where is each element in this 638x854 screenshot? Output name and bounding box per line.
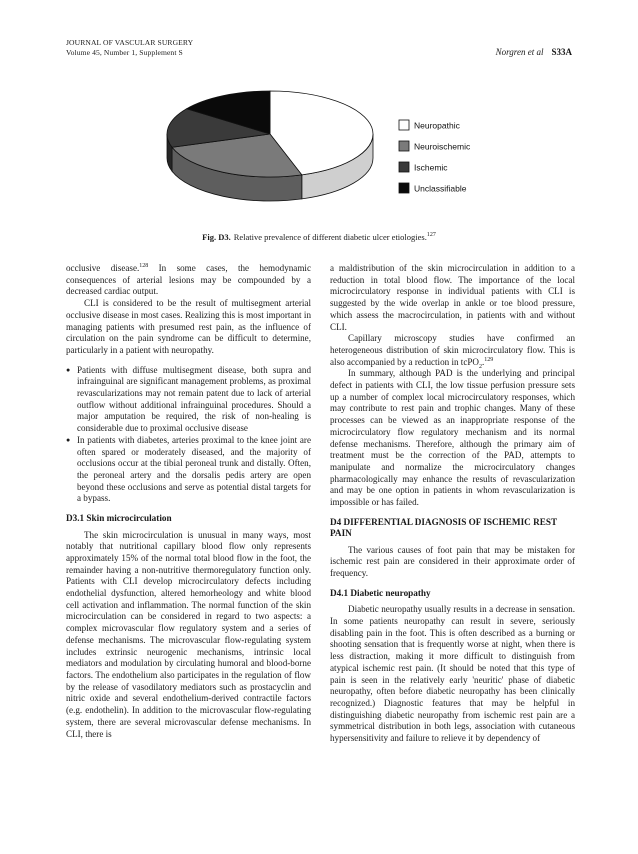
figure-label: Fig. D3. [202, 232, 231, 242]
volume-info: Volume 45, Number 1, Supplement S [66, 48, 183, 57]
authors: Norgren et al [495, 47, 544, 57]
running-header-page [496, 47, 572, 58]
chart-legend [399, 120, 471, 194]
legend-label-unclassifiable: Unclassifiable [414, 183, 467, 194]
pie-tops [167, 91, 373, 177]
journal-name: JOURNAL OF VASCULAR SURGERY [66, 38, 194, 47]
section-heading-d4: D4 DIFFERENTIAL DIAGNOSIS OF ISCHEMIC REST PAIN [330, 516, 557, 539]
figure-caption [0, 232, 638, 243]
paragraph: Diabetic neuropathy usually results in a decrease in sensation. In some patients neuropathy can result in severe, seriously disabling pain in the foot. This is often described as a burning or shooting sensation that is frequently worse at night, when there is less distraction, making it more difficult to distinguish from atypical ischemic rest pain. (It should be noted that this type of pain is seen in the relatively early 'neuritic' phase of diabetic neuropathy, often before diabetic neuropathy has been clinically recognized.) Diagnostic features that may be helpful in distinguishing diabetic neuropathy from ischemic rest pain are a symmetrical distribution in both legs, association with cutaneous hypersensitivity and failure to relieve it by dependency of [330, 604, 575, 744]
legend-label-neuropathic: Neuropathic [414, 120, 460, 131]
paragraph: Capillary microscopy studies have confirmed an heterogeneous distribution of skin microcirculatory flow. This is also accompanied by a reduction in tcPO$_2$.$^{129}$ [330, 333, 575, 370]
paragraph: occlusive disease.$^{128}$ In some cases, the hemodynamic consequences of arterial lesions may be compounded by a decreased cardiac output. [66, 262, 311, 297]
legend-swatch-unclassifiable [399, 183, 409, 193]
legend-swatch-neuropathic [399, 120, 409, 130]
paragraph: The various causes of foot pain that may be mistaken for ischemic rest pain are considered in their approximate order of frequency. [330, 544, 575, 579]
bullet-item: ● In patients with diabetes, arteries proximal to the knee joint are often spared or moderately diseased, and the majority of occlusions occur at the tibial peroneal trunk and distally. Often, the peroneal artery and the dorsalis pedis artery are open beyond these occlusions and serve as potential distal targets for a bypass. [66, 435, 311, 505]
paragraph: CLI is considered to be the result of multisegment arterial occlusive disease in most cases. Realizing this is most important in managing patients with presumed rest pain, as the influence of circulation on the pain syndrome can be difficult to determine, particularly in a patient with neuropathy. [66, 298, 311, 355]
caption-reference: 127 [426, 232, 436, 239]
paragraph: In summary, although PAD is the underlying and principal defect in patients with CLI, the low tissue perfusion pressure sets up a number of complex local microcirculatory responses, which may contribute to rest pain and trophic changes. Many of these processes can be viewed as an inappropriate response of the microcirculatory flow regulatory mechanism and its normal defense mechanisms. Therefore, although the primary aim of treatment must be the correction of the PAD, attempts to manipulate and normalize the microcirculatory changes pharmacologically may enhance the results of revascularization and may be one option in patients in whom revascularization is impossible or has failed. [330, 368, 575, 508]
section-heading-d3-1: D3.1 Skin microcirculation [66, 513, 172, 524]
section-heading-d4-1: D4.1 Diabetic neuropathy [330, 587, 431, 598]
legend-swatch-neuroischemic [399, 141, 409, 151]
legend-label-neuroischemic: Neuroischemic [414, 141, 471, 152]
paragraph: a maldistribution of the skin microcirculation in addition to a reduction in total blood flow. The importance of the local microcirculatory response in individual patients with CLI is suggested by the wide overlap in ankle or toe blood pressure, which assess the macrocirculation, in patients with and without CLI. [330, 263, 575, 332]
reference-128: 128 [139, 262, 149, 269]
right-column [330, 263, 575, 745]
legend-swatch-ischemic [399, 162, 409, 172]
figure-caption-text: Relative prevalence of different diabetic ulcer etiologies. [233, 232, 427, 242]
bullet-list [66, 365, 311, 505]
reference-129: 129 [484, 356, 494, 363]
paragraph: The skin microcirculation is unusual in many ways, most notably that nutritional capillary blood flow only represents approximately 15% of the normal total blood flow in the foot, the remainder having a non-nutritive thermoregulatory function only. Patients with CLI develop microcirculatory defects including endothelial dysfunction, altered hemorheology and white blood cell activation and inflammation. The normal function of the skin microcirculation can be considered in regard to two aspects: a complex microvascular flow regulatory system and a series of defense mechanisms. The microvascular flow-regulating system includes extrinsic neurogenic mechanisms, intrinsic local mediators and modulation by circulating humoral and blood-borne factors. The endothelium also participates in the regulation of flow by the release of vasodilatory mediators such as prostacyclin and nitric oxide and several endothelium-derived contractile factors (e.g. endothelin). In addition to the microvascular flow-regulating system, there are several microvascular defense mechanisms. In CLI, there is [66, 529, 311, 739]
running-header-journal [66, 38, 193, 58]
legend-label-ischemic: Ischemic [414, 162, 448, 173]
page-number: S33A [551, 47, 572, 57]
bullet-item: ● Patients with diffuse multisegment disease, both supra and infrainguinal are significant management problems, as proximal revascularizations may not remain patent due to lack of arterial outflow without additional infrainguinal procedures. Should a major amputation be required, the risk of non-healing is considerable due to proximal occlusive disease [66, 365, 311, 435]
left-column [66, 263, 311, 740]
